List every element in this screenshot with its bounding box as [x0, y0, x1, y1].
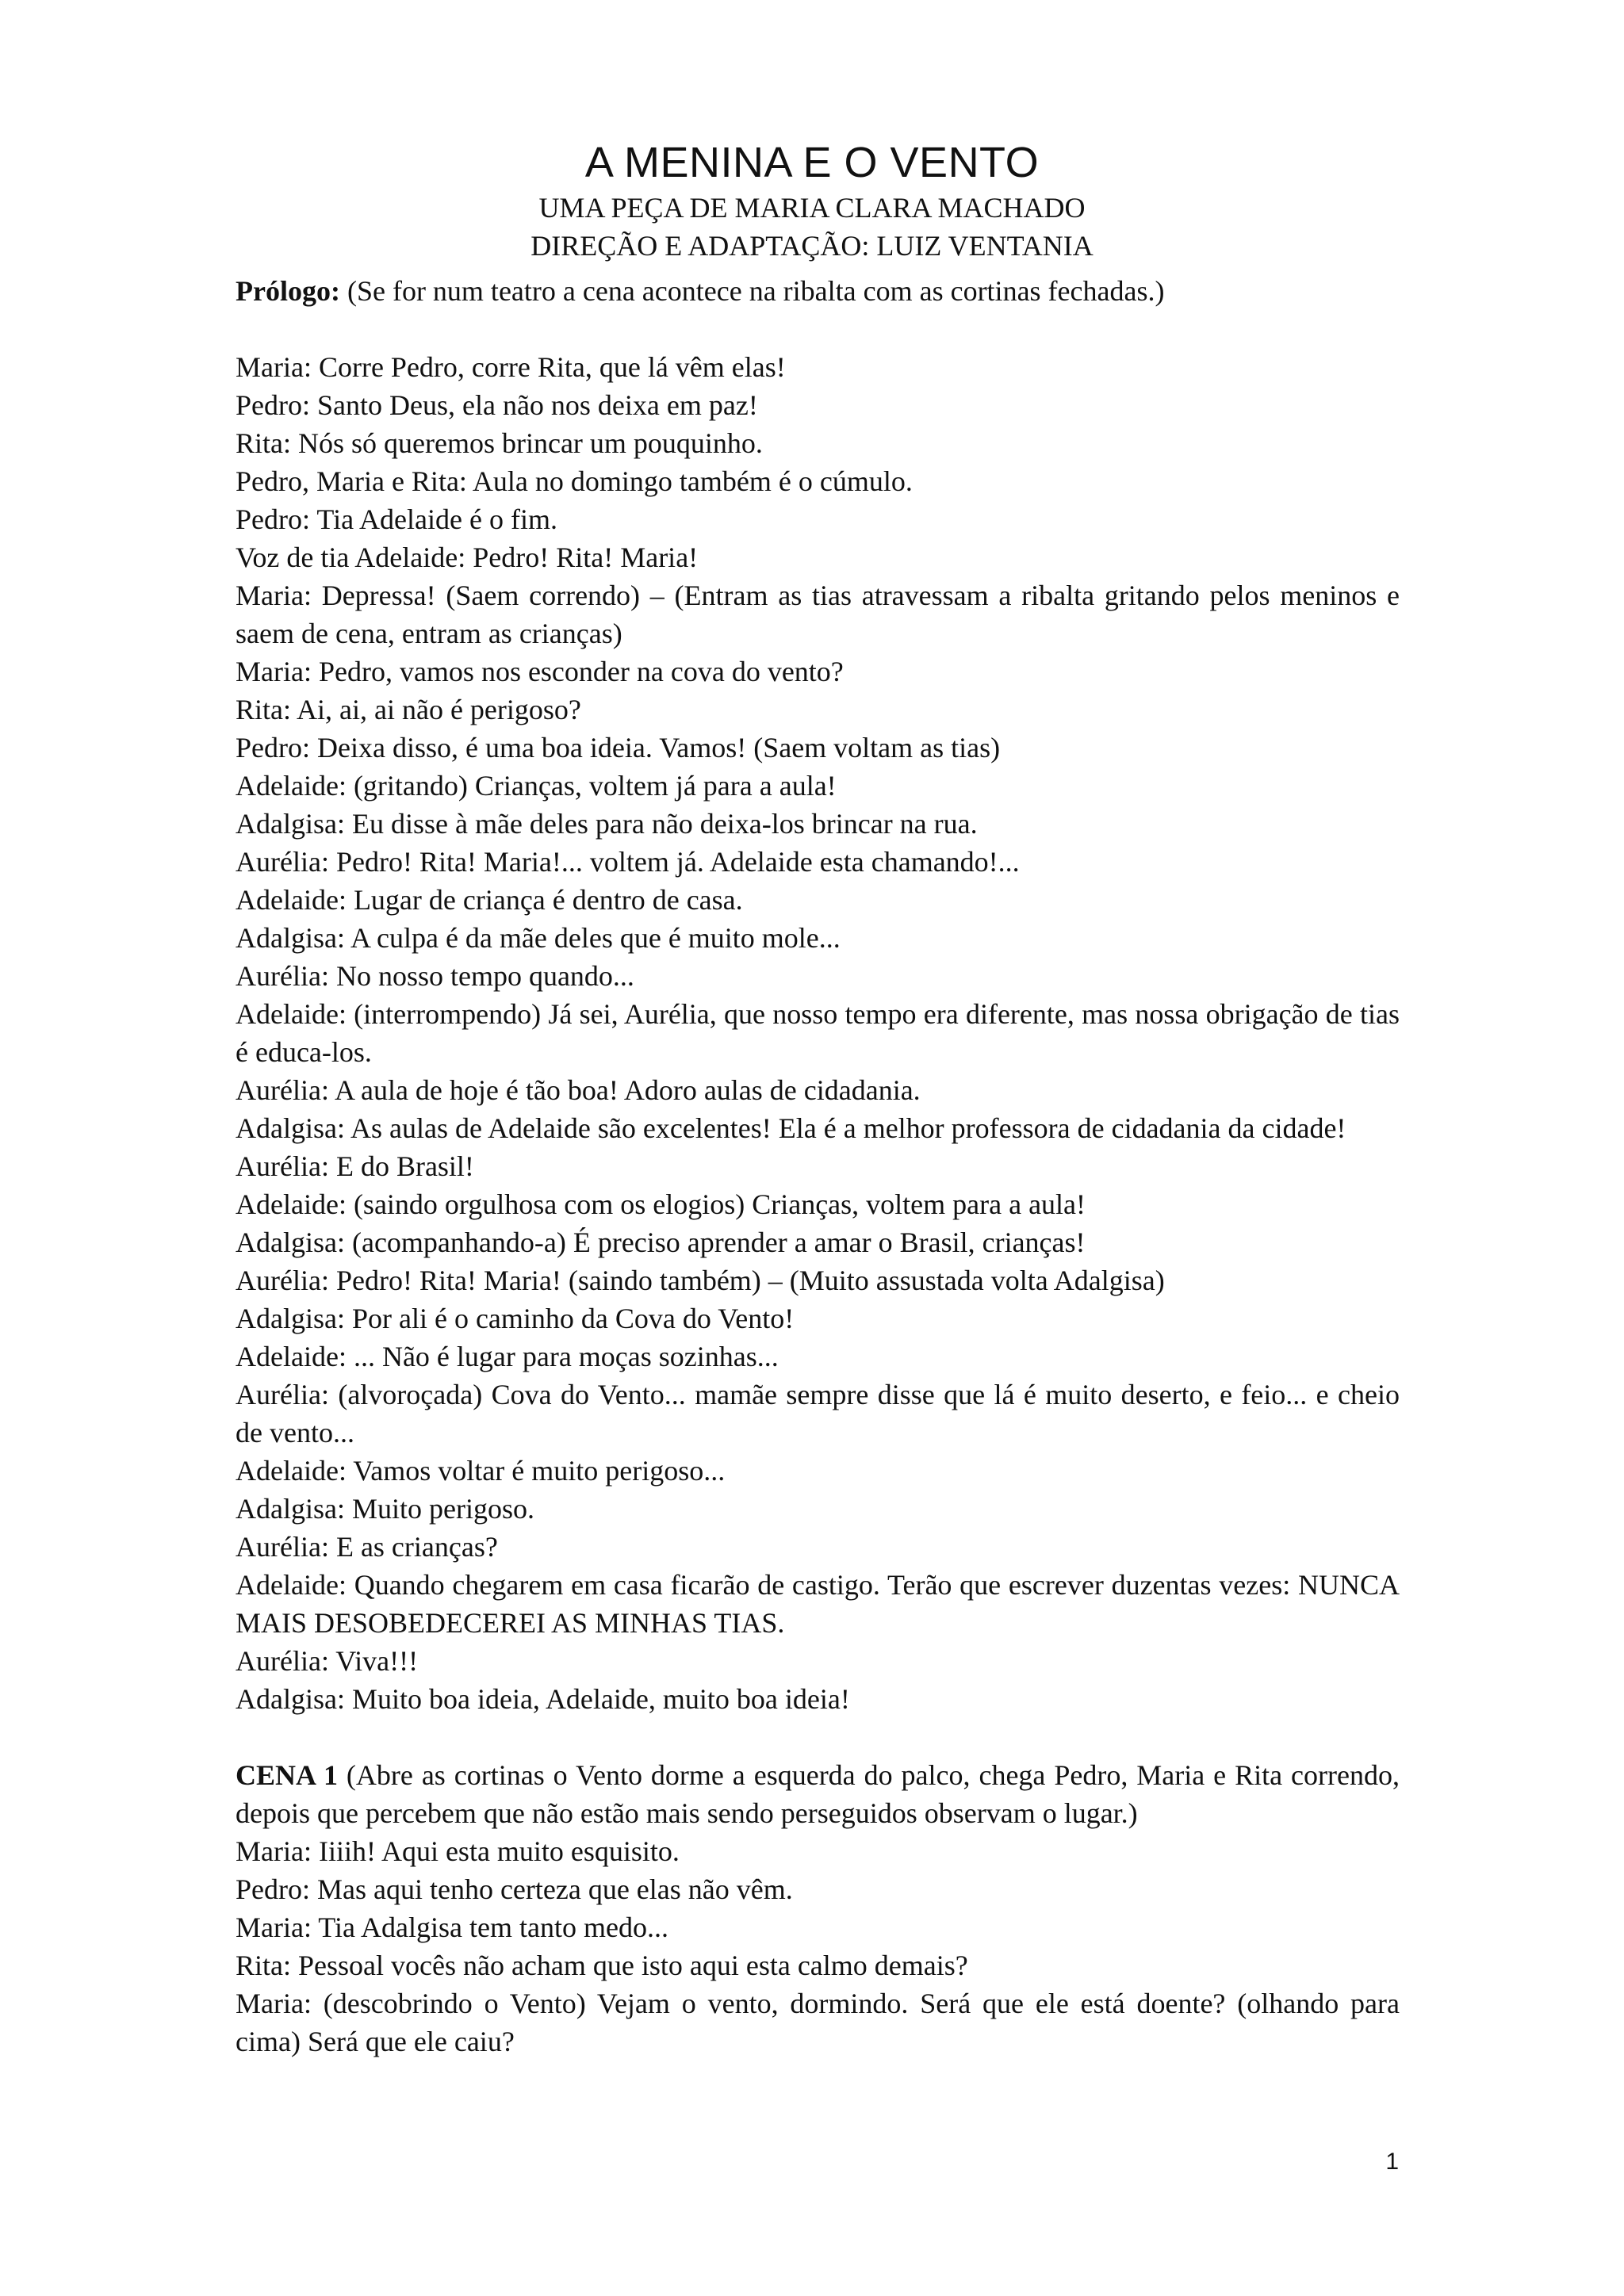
dialogue-line: Adalgisa: A culpa é da mãe deles que é muito mole... — [236, 922, 841, 954]
dialogue-line: Maria: (descobrindo o Vento) Vejam o vento, dormindo. Será que ele está doente? (olhando para cima) Será que ele caiu? — [236, 1988, 1400, 2057]
dialogue-line: Adelaide: ... Não é lugar para moças sozinhas... — [236, 1341, 779, 1372]
dialogue-line: Rita: Nós só queremos brincar um pouquinho. — [236, 427, 763, 459]
prologue-label: Prólogo: — [236, 275, 340, 307]
dialogue-line: Adelaide: Quando chegarem em casa ficarão de castigo. Terão que escrever duzentas vezes: NUNCA MAIS DESOBEDECEREI AS MINHAS TIAS. — [236, 1569, 1400, 1639]
dialogue-line: Maria: Tia Adalgisa tem tanto medo... — [236, 1911, 668, 1943]
dialogue-line: Aurélia: Pedro! Rita! Maria!... voltem já. Adelaide esta chamando!... — [236, 846, 1020, 878]
dialogue-line: Rita: Ai, ai, ai não é perigoso? — [236, 694, 581, 725]
scene-1-dialogue — [236, 1832, 1400, 2061]
dialogue-line: Adalgisa: Por ali é o caminho da Cova do Vento! — [236, 1303, 795, 1334]
dialogue-line: Adelaide: (gritando) Crianças, voltem já para a aula! — [236, 770, 837, 802]
author-subtitle: UMA PEÇA DE MARIA CLARA MACHADO — [538, 192, 1086, 224]
document-header — [0, 136, 1624, 265]
dialogue-line: Adalgisa: Muito boa ideia, Adelaide, muito boa ideia! — [236, 1683, 850, 1715]
section-spacer — [236, 310, 1400, 348]
prologue-direction: (Se for num teatro a cena acontece na ribalta com as cortinas fechadas.) — [339, 275, 1165, 307]
scene-1-label: CENA 1 — [236, 1759, 338, 1791]
dialogue-line: Adalgisa: As aulas de Adelaide são excelentes! Ela é a melhor professora de cidadania da cidade! — [236, 1112, 1346, 1144]
prologue-dialogue — [236, 348, 1400, 1718]
dialogue-line: Maria: Depressa! (Saem correndo) – (Entram as tias atravessam a ribalta gritando pelos meninos e saem de cena, entram as crianças) — [236, 580, 1400, 649]
dialogue-line: Pedro: Deixa disso, é uma boa ideia. Vamos! (Saem voltam as tias) — [236, 732, 1001, 763]
dialogue-line: Pedro: Mas aqui tenho certeza que elas não vêm. — [236, 1873, 793, 1905]
dialogue-line: Aurélia: E as crianças? — [236, 1531, 498, 1563]
script-body — [236, 272, 1400, 2061]
dialogue-line: Adelaide: (interrompendo) Já sei, Aurélia, que nosso tempo era diferente, mas nossa obrigação de tias é educa-los. — [236, 998, 1400, 1068]
dialogue-line: Adalgisa: Eu disse à mãe deles para não deixa-los brincar na rua. — [236, 808, 978, 840]
dialogue-line: Adalgisa: Muito perigoso. — [236, 1493, 534, 1525]
dialogue-line: Pedro: Tia Adelaide é o fim. — [236, 503, 557, 535]
direction-subtitle: DIREÇÃO E ADAPTAÇÃO: LUIZ VENTANIA — [530, 230, 1094, 262]
dialogue-line: Adelaide: (saindo orgulhosa com os elogios) Crianças, voltem para a aula! — [236, 1188, 1086, 1220]
dialogue-line: Aurélia: Viva!!! — [236, 1645, 419, 1677]
page-number: 1 — [1385, 2149, 1399, 2175]
scene-1-direction: (Abre as cortinas o Vento dorme a esquerda do palco, chega Pedro, Maria e Rita correndo, depois que percebem que não estão mais sendo perseguidos observam o lugar.) — [236, 1759, 1400, 1829]
page-title: A MENINA E O VENTO — [584, 139, 1040, 186]
dialogue-line: Adelaide: Vamos voltar é muito perigoso... — [236, 1455, 726, 1487]
dialogue-line: Maria: Pedro, vamos nos esconder na cova do vento? — [236, 656, 844, 687]
dialogue-line: Rita: Pessoal vocês não acham que isto aqui esta calmo demais? — [236, 1950, 968, 1981]
dialogue-line: Voz de tia Adelaide: Pedro! Rita! Maria! — [236, 541, 699, 573]
section-spacer — [236, 1718, 1400, 1756]
dialogue-line: Adalgisa: (acompanhando-a) É preciso aprender a amar o Brasil, crianças! — [236, 1226, 1086, 1258]
dialogue-line: Aurélia: (alvoroçada) Cova do Vento... mamãe sempre disse que lá é muito deserto, e feio... e cheio de vento... — [236, 1379, 1400, 1448]
dialogue-line: Pedro: Santo Deus, ela não nos deixa em paz! — [236, 389, 758, 421]
prologue-heading — [236, 272, 1400, 310]
dialogue-line: Aurélia: E do Brasil! — [236, 1150, 474, 1182]
dialogue-line: Aurélia: A aula de hoje é tão boa! Adoro aulas de cidadania. — [236, 1074, 921, 1106]
dialogue-line: Maria: Iiiih! Aqui esta muito esquisito. — [236, 1835, 680, 1867]
dialogue-line: Aurélia: Pedro! Rita! Maria! (saindo também) – (Muito assustada volta Adalgisa) — [236, 1265, 1165, 1296]
scene-1-heading — [236, 1756, 1400, 1832]
dialogue-line: Maria: Corre Pedro, corre Rita, que lá vêm elas! — [236, 351, 786, 383]
dialogue-line: Pedro, Maria e Rita: Aula no domingo também é o cúmulo. — [236, 465, 913, 497]
dialogue-line: Aurélia: No nosso tempo quando... — [236, 960, 634, 992]
dialogue-line: Adelaide: Lugar de criança é dentro de casa. — [236, 884, 743, 916]
